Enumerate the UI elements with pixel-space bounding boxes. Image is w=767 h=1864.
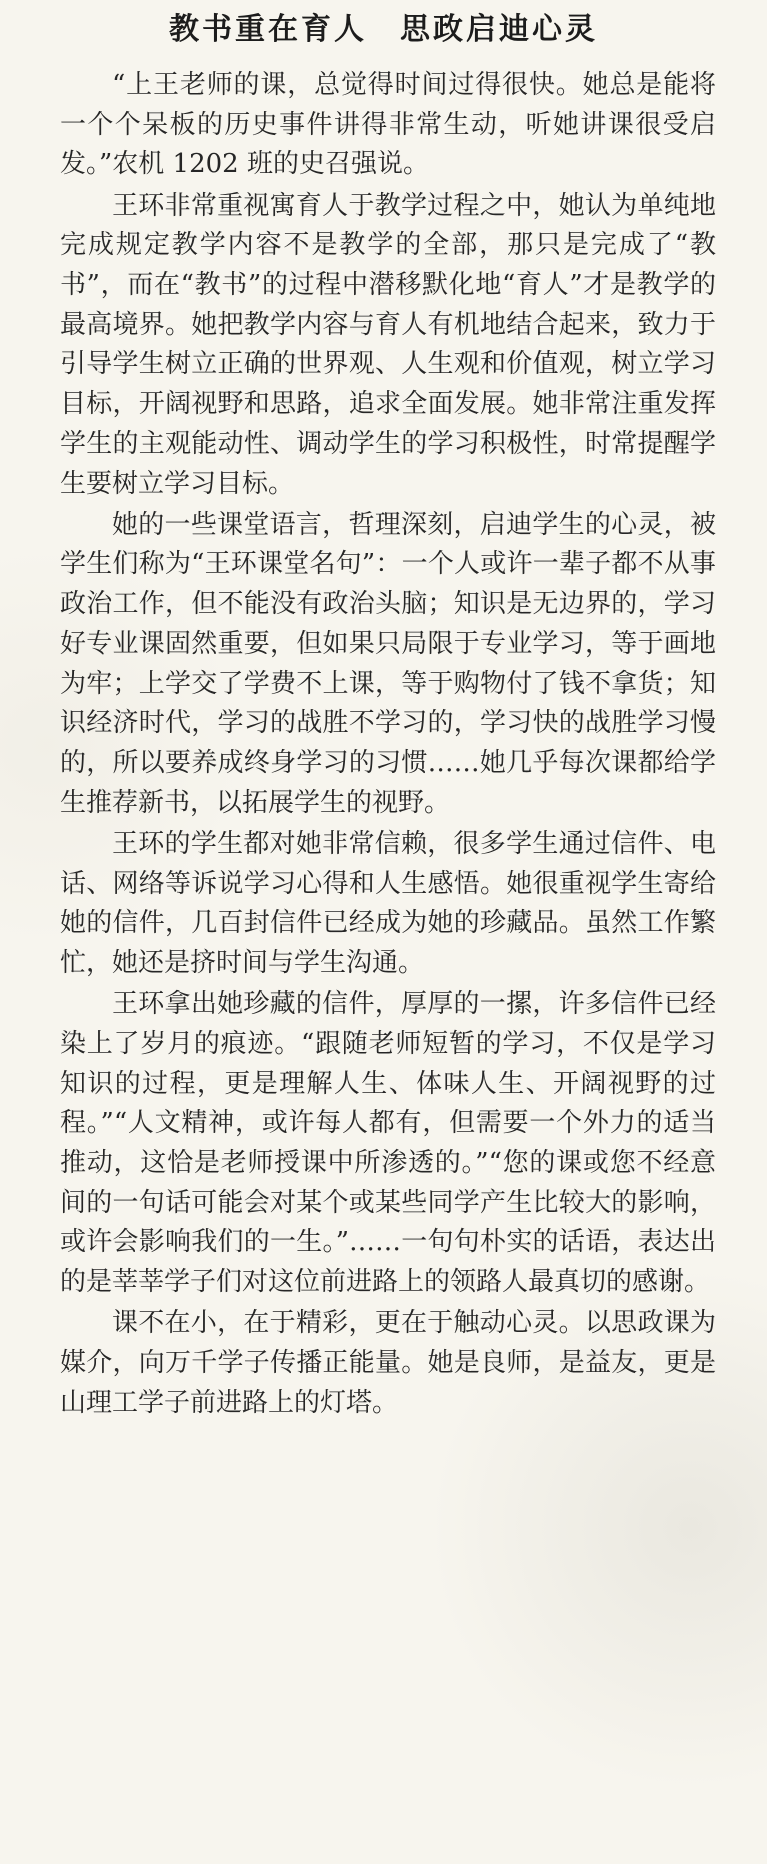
paragraph-1: “上王老师的课，总觉得时间过得很快。她总是能将一个个呆板的历史事件讲得非常生动，听她讲课很受启发。”农机 1202 班的史召强说。 [60,70,716,180]
article-body [60,66,716,1425]
paragraph-4: 王环的学生都对她非常信赖，很多学生通过信件、电话、网络等诉说学习心得和人生感悟。她很重视学生寄给她的信件，几百封信件已经成为她的珍藏品。虽然工作繁忙，她还是挤时间与学生沟通。 [60,828,716,978]
paragraph-5: 王环拿出她珍藏的信件，厚厚的一摞，许多信件已经染上了岁月的痕迹。“跟随老师短暂的学习，不仅是学习知识的过程，更是理解人生、体味人生、开阔视野的过程。”“人文精神，或许每人都有，但需要一个外力的适当推动，这恰是老师授课中所渗透的。”“您的课或您不经意间的一句话可能会对某个或某些同学产生比较大的影响，或许会影响我们的一生。”……一句句朴实的话语，表达出的是莘莘学子们对这位前进路上的领路人最真切的感谢。 [60,989,716,1298]
article-title: 教书重在育人 思政启迪心灵 [169,12,598,47]
paragraph-3: 她的一些课堂语言，哲理深刻，启迪学生的心灵，被学生们称为“王环课堂名句”：一个人或许一辈子都不从事政治工作，但不能没有政治头脑；知识是无边界的，学习好专业课固然重要，但如果只局限于专业学习，等于画地为牢；上学交了学费不上课，等于购物付了钱不拿货；知识经济时代，学习的战胜不学习的，学习快的战胜学习慢的，所以要养成终身学习的习惯……她几乎每次课都给学生推荐新书，以拓展学生的视野。 [60,509,716,818]
paragraph-2: 王环非常重视寓育人于教学过程之中，她认为单纯地完成规定教学内容不是教学的全部，那只是完成了“教书”，而在“教书”的过程中潜移默化地“育人”才是教学的最高境界。她把教学内容与育人有机地结合起来，致力于引导学生树立正确的世界观、人生观和价值观，树立学习目标，开阔视野和思路，追求全面发展。她非常注重发挥学生的主观能动性、调动学生的学习积极性，时常提醒学生要树立学习目标。 [60,190,716,499]
paragraph-6: 课不在小，在于精彩，更在于触动心灵。以思政课为媒介，向万千学子传播正能量。她是良师，是益友，更是山理工学子前进路上的灯塔。 [60,1308,716,1418]
